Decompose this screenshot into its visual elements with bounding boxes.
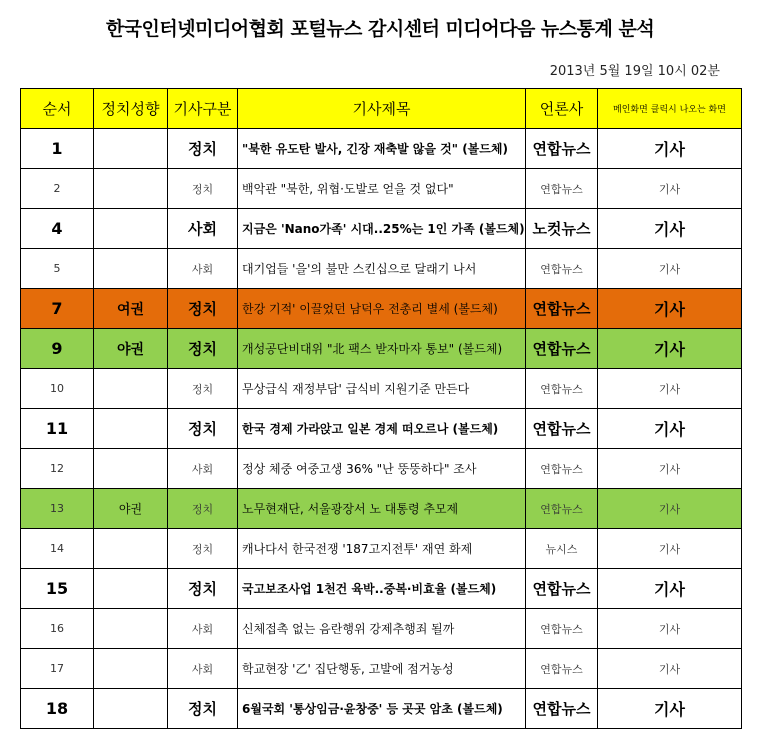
category-cell: 정치 [168,289,238,329]
header-click-result: 메인화면 클릭시 나오는 화면 [598,89,742,129]
category-cell: 정치 [168,409,238,449]
category-cell: 사회 [168,649,238,689]
click-result-cell: 기사 [598,129,742,169]
click-result-cell: 기사 [598,649,742,689]
rank-cell: 4 [21,209,94,249]
category-cell: 사회 [168,209,238,249]
lean-cell [94,569,168,609]
lean-cell [94,129,168,169]
rank-cell: 17 [21,649,94,689]
click-result-cell: 기사 [598,489,742,529]
press-cell: 연합뉴스 [526,329,598,369]
category-cell: 정치 [168,489,238,529]
table-row [21,329,742,369]
rank-cell: 14 [21,529,94,569]
table-row [21,209,742,249]
lean-cell [94,249,168,289]
table-row [21,249,742,289]
click-result-cell: 기사 [598,289,742,329]
headline-cell: 학교현장 '乙' 집단행동, 고발에 점거농성 [238,649,526,689]
press-cell: 연합뉴스 [526,409,598,449]
header-political-lean: 정치성향 [94,89,168,129]
header-rank: 순서 [21,89,94,129]
category-cell: 정치 [168,329,238,369]
lean-cell [94,409,168,449]
headline-cell: 캐나다서 한국전쟁 '187고지전투' 재연 화제 [238,529,526,569]
press-cell: 연합뉴스 [526,649,598,689]
headline-cell: 노무현재단, 서울광장서 노 대통령 추모제 [238,489,526,529]
table-row [21,649,742,689]
click-result-cell: 기사 [598,169,742,209]
table-header-row [21,89,742,129]
lean-cell [94,609,168,649]
press-cell: 노컷뉴스 [526,209,598,249]
header-category: 기사구분 [168,89,238,129]
lean-cell [94,529,168,569]
category-cell: 정치 [168,169,238,209]
click-result-cell: 기사 [598,329,742,369]
headline-cell: 6월국회 '통상임금·윤창중' 등 곳곳 암초 (볼드체) [238,689,526,729]
press-cell: 연합뉴스 [526,609,598,649]
click-result-cell: 기사 [598,609,742,649]
click-result-cell: 기사 [598,449,742,489]
rank-cell: 9 [21,329,94,369]
timestamp: 2013년 5월 19일 10시 02분 [549,64,720,79]
click-result-cell: 기사 [598,209,742,249]
category-cell: 정치 [168,369,238,409]
rank-cell: 18 [21,689,94,729]
headline-cell: 지금은 'Nano가족' 시대..25%는 1인 가족 (볼드체) [238,209,526,249]
page-title: 한국인터넷미디어협회 포털뉴스 감시센터 미디어다음 뉴스통계 분석 [105,18,655,40]
category-cell: 정치 [168,569,238,609]
click-result-cell: 기사 [598,689,742,729]
table-row [21,369,742,409]
table-row [21,169,742,209]
rank-cell: 12 [21,449,94,489]
category-cell: 정치 [168,689,238,729]
headline-cell: 한강 기적' 이끌었던 남덕우 전총리 별세 (볼드체) [238,289,526,329]
click-result-cell: 기사 [598,569,742,609]
header-headline: 기사제목 [238,89,526,129]
table-row [21,689,742,729]
press-cell: 연합뉴스 [526,489,598,529]
headline-cell: 국고보조사업 1천건 육박..중복·비효율 (볼드체) [238,569,526,609]
rank-cell: 10 [21,369,94,409]
press-cell: 연합뉴스 [526,249,598,289]
category-cell: 정치 [168,129,238,169]
table-row [21,489,742,529]
click-result-cell: 기사 [598,409,742,449]
rank-cell: 7 [21,289,94,329]
rank-cell: 13 [21,489,94,529]
rank-cell: 1 [21,129,94,169]
rank-cell: 2 [21,169,94,209]
table-row [21,529,742,569]
press-cell: 연합뉴스 [526,129,598,169]
category-cell: 사회 [168,249,238,289]
click-result-cell: 기사 [598,529,742,569]
headline-cell: 한국 경제 가라앉고 일본 경제 떠오르나 (볼드체) [238,409,526,449]
table-row [21,289,742,329]
headline-cell: 무상급식 재정부담' 급식비 지원기준 만든다 [238,369,526,409]
lean-cell [94,649,168,689]
headline-cell: 신체접촉 없는 음란행위 강제추행죄 될까 [238,609,526,649]
headline-cell: "북한 유도탄 발사, 긴장 재축발 않을 것" (볼드체) [238,129,526,169]
news-stats-table [20,88,742,729]
table-row [21,569,742,609]
lean-cell [94,449,168,489]
headline-cell: 대기업들 '을'의 불만 스킨십으로 달래기 나서 [238,249,526,289]
rank-cell: 15 [21,569,94,609]
rank-cell: 16 [21,609,94,649]
table-row [21,449,742,489]
lean-cell: 야권 [94,329,168,369]
table-row [21,409,742,449]
rank-cell: 11 [21,409,94,449]
category-cell: 정치 [168,529,238,569]
lean-cell: 야권 [94,489,168,529]
press-cell: 연합뉴스 [526,369,598,409]
headline-cell: 정상 체중 여중고생 36% "난 뚱뚱하다" 조사 [238,449,526,489]
header-press: 언론사 [526,89,598,129]
lean-cell [94,369,168,409]
headline-cell: 백악관 "북한, 위협·도발로 얻을 것 없다" [238,169,526,209]
click-result-cell: 기사 [598,369,742,409]
press-cell: 연합뉴스 [526,449,598,489]
category-cell: 사회 [168,609,238,649]
category-cell: 사회 [168,449,238,489]
press-cell: 연합뉴스 [526,569,598,609]
lean-cell: 여권 [94,289,168,329]
press-cell: 연합뉴스 [526,289,598,329]
press-cell: 연합뉴스 [526,689,598,729]
rank-cell: 5 [21,249,94,289]
click-result-cell: 기사 [598,249,742,289]
press-cell: 뉴시스 [526,529,598,569]
headline-cell: 개성공단비대위 "北 팩스 받자마자 통보" (볼드체) [238,329,526,369]
lean-cell [94,209,168,249]
table-row [21,609,742,649]
lean-cell [94,689,168,729]
press-cell: 연합뉴스 [526,169,598,209]
table-row [21,129,742,169]
lean-cell [94,169,168,209]
